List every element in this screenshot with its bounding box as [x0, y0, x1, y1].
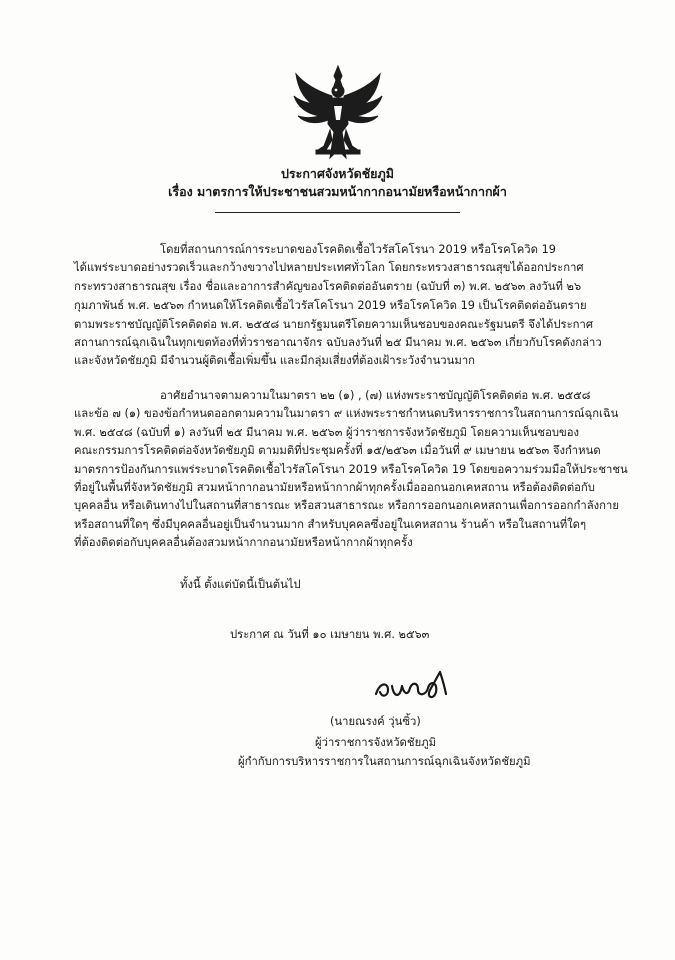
paragraph2-line: พ.ศ. ๒๕๔๘ (ฉบับที่ ๑) ลงวันที่ ๒๕ มีนาคม พ.ศ. ๒๕๖๓ ผู้ว่าราชการจังหวัดชัยภูมิ โดยความเห็นชอบของ	[74, 426, 580, 439]
paragraph1-line: กระทรวงสาธารณสุข เรื่อง ชื่อและอาการสำคัญของโรคติดต่ออันตราย (ฉบับที่ ๓) พ.ศ. ๒๕๖๓ ลงวันที่ ๒๖	[74, 280, 582, 293]
announcement-date: ประกาศ ณ วันที่ ๑๐ เมษายน พ.ศ. ๒๕๖๓	[230, 628, 430, 641]
paragraph2-line: อาศัยอำนาจตามความในมาตรา ๒๒ (๑) , (๗) แห่งพระราชบัญญัติโรคติดต่อ พ.ศ. ๒๕๕๘	[160, 389, 591, 402]
paragraph2-line: หรือสถานที่ใดๆ ซึ่งมีบุคคลอื่นอยู่เป็นจำนวนมาก สำหรับบุคคลซึ่งอยู่ในเคหสถาน ร้านค้า หรือในสถานที่ใดๆ	[74, 518, 587, 531]
paragraph2-line: บุคคลอื่น หรือเดินทางไปในสถานที่สาธารณะ หรือสวนสาธารณะ หรือการออกนอกเคหสถานเพื่อการออกกำลังกาย	[74, 499, 619, 512]
paragraph2-line: ที่ต้องติดต่อกับบุคคลอื่นต้องสวมหน้ากากอนามัยหรือหน้ากากผ้าทุกครั้ง	[74, 536, 413, 549]
garuda-emblem-icon	[290, 62, 386, 162]
paragraph1-line: กุมภาพันธ์ พ.ศ. ๒๕๖๓ กำหนดให้โรคติดเชื้อไวรัสโคโรนา 2019 หรือโรคโควิด 19 เป็นโรคติดต่ออันตราย	[74, 299, 587, 312]
paragraph1-line: ตามพระราชบัญญัติโรคติดต่อ พ.ศ. ๒๕๕๘ นายกรัฐมนตรีโดยความเห็นชอบของคณะรัฐมนตรี จึงได้ประกาศ	[74, 318, 594, 331]
paragraph1-line: ได้แพร่ระบาดอย่างรวดเร็วและกว้างขวางไปหลายประเทศทั่วโลก โดยกระทรวงสาธารณสุขได้ออกประกาศ	[74, 261, 584, 274]
signer-position: ผู้ว่าราชการจังหวัดชัยภูมิ	[315, 736, 437, 749]
title-divider	[215, 212, 460, 213]
paragraph1-line: และจังหวัดชัยภูมิ มีจำนวนผู้ติดเชื้อเพิ่มขึ้น และมีกลุ่มเสี่ยงที่ต้องเฝ้าระวังจำนวนมาก	[74, 354, 476, 367]
paragraph2-line: คณะกรรมการโรคติดต่อจังหวัดชัยภูมิ ตามมติที่ประชุมครั้งที่ ๑๕/๒๕๖๓ เมื่อวันที่ ๙ เมษายน ๒๕๖๓ จึงกำหนด	[74, 444, 601, 457]
paragraph2-line: และข้อ ๗ (๑) ของข้อกำหนดออกตามความในมาตรา ๙ แห่งพระราชกำหนดบริหารราชการในสถานการณ์ฉุกเฉิน	[74, 407, 619, 420]
announcement-subject: เรื่อง มาตรการให้ประชาชนสวมหน้ากากอนามัยหรือหน้ากากผ้า	[168, 184, 507, 199]
signer-name: (นายณรงค์ วุ่นซิ้ว)	[330, 715, 421, 728]
signer-position-emergency: ผู้กำกับการบริหารราชการในสถานการณ์ฉุกเฉินจังหวัดชัยภูมิ	[238, 755, 531, 768]
paragraph2-line: มาตรการป้องกันการแพร่ระบาดโรคติดเชื้อไวรัสโคโรนา 2019 หรือโรคโควิด 19 โดยขอความร่วมมือให้ประชาชน	[74, 463, 628, 476]
announcement-title: ประกาศจังหวัดชัยภูมิ	[281, 166, 394, 181]
paragraph1-line: สถานการณ์ฉุกเฉินในทุกเขตท้องที่ทั่วราชอาณาจักร ฉบับลงวันที่ ๒๕ มีนาคม พ.ศ. ๒๕๖๓ เกี่ยวกับโรคดังกล่าว	[74, 336, 602, 349]
effective-statement: ทั้งนี้ ตั้งแต่บัดนี้เป็นต้นไป	[180, 578, 301, 591]
paragraph2-line: ที่อยู่ในพื้นที่จังหวัดชัยภูมิ สวมหน้ากากอนามัยหรือหน้ากากผ้าทุกครั้งเมื่อออกนอกเคหสถาน หรือต้องติดต่อกับ	[74, 481, 595, 494]
paragraph1-line: โดยที่สถานการณ์การระบาดของโรคติดเชื้อไวรัสโคโรนา 2019 หรือโรคโควิด 19	[160, 243, 556, 256]
handwritten-signature	[370, 664, 460, 708]
